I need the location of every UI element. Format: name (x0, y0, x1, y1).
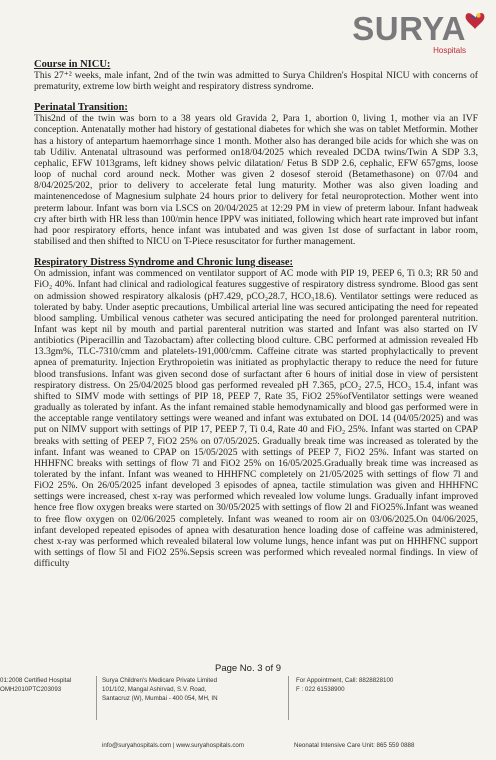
footer-email-website: info@suryahospitals.com | www.suryahospitals.com (102, 742, 245, 749)
section-heading: Course in NICU: (34, 59, 111, 70)
footer (0, 676, 496, 760)
footer-nicu-phone: Neonatal Intensive Care Unit: 865 559 0888 (294, 742, 415, 749)
section-respiratory-distress (34, 257, 478, 569)
section-perinatal-transition (34, 102, 478, 247)
section-course-in-nicu (34, 59, 478, 92)
document-body (34, 56, 478, 569)
logo-subtitle: Hospitals (433, 46, 466, 55)
page-number: Page No. 3 of 9 (214, 663, 282, 674)
section-paragraph: On admission, infant was commenced on ventilator support of AC mode with PIP 19, PEEP 6, Ti 0.3; RR 50 and FiO₂ 40%. Infant had clinical and radiological features suggestive of respiratory distress syndrome. Blood gas sent on admission showed respiratory alkalosis (pH7.429, pCO₂28.7, HCO₃18.6). Ventilator settings were reduced as tolerated by baby. Under aseptic precautions, Umbilical arterial line was secured anticipating the need for repeated blood sampling. Umbilical venous catheter was secured anticipating the need for prolonged parenteral nutrition. Infant was kept nil by mouth and partial parenteral nutrition was started and Infant was also started on IV antibiotics (Piperacillin and Tazobactam) after collecting blood culture. CBC performed at admission revealed Hb 13.3gm%, TLC-7310/cmm and platelets-191,000/cmm. Caffeine citrate was started prophylactically to prevent apnea of prematurity. Injection Erythropoietin was initiated as prophylactic therapy to reduce the need for future blood transfusions. Infant was given second dose of surfactant after 6 hours of initial dose in view of persistent respiratory distress. On 25/04/2025 blood gas performed revealed pH 7.365, pCO₂ 27.5, HCO₃ 15.4, infant was shifted to SIMV mode with settings of PIP 18, PEEP 7, Rate 35, FiO2 25%ofVentilator settings were weaned gradually as tolerated by infant. As the infant remained stable hemodynamically and blood gas performed were in the acceptable range ventilatory settings were weaned and infant was extubated on DOL 14 (04/05/2025) and was put on NIMV support with settings of PIP 17, PEEP 7, Ti 0.4, Rate 40 and FiO₂ 25%. Infant was started on CPAP breaks with setting of PEEP 7, FiO2 25% on 07/05/2025. Gradually break time was increased as tolerated by the infant. Infant was weaned to CPAP on 15/05/2025 with settings of PEEP 7, FiO2 25%. Infant was started on HHHFNC breaks with settings of flow 7l and FiO2 25% on 16/05/2025.Gradually break time was increased as tolerated by the infant. Infant was weaned to HHHFNC completely on 21/05/2025 with settings of flow 7l and FiO2 25%. On 26/05/2025 infant developed 3 episodes of apnea, tactile stimulation was given and HHHFNC settings were increased, chest x-ray was performed which revealed low volume lungs. Gradually infant improved hence free flow oxygen breaks were started on 30/05/2025 with settings of flow 2l and FiO25%.Infant was weaned to free flow oxygen on 02/06/2025 completely. Infant was weaned to room air on 03/06/2025.On 04/06/2025, infant developed repeated episodes of apnea with desaturation hence loading dose of caffeine was administered, chest x-ray was performed which revealed bilateral low volume lungs, hence infant was put on HHHFNC support with settings of flow 5l and FiO2 25%.Sepsis screen was performed which revealed normal findings. In view of difficulty (34, 268, 478, 570)
footer-contact: For Appointment, Call: 8828828100 F : 022 61538900 (296, 677, 394, 693)
logo-heart-icon (464, 8, 486, 34)
surya-logo (354, 8, 486, 58)
section-heading: Respiratory Distress Syndrome and Chronic lung disease: (34, 257, 294, 269)
section-heading: Perinatal Transition: (34, 102, 128, 114)
section-paragraph: This 27⁺² weeks, male infant, 2nd of the twin was admitted to Surya Children's Hospital NICU with concerns of prematurity, extreme low birth weight and respiratory distress syndrome. (34, 70, 478, 93)
footer-certification: 01:2008 Certified Hospital OMH2010PTC203093 (0, 677, 72, 693)
section-paragraph: This2nd of the twin was born to a 38 years old Gravida 2, Para 1, abortion 0, living 1, mother via an IVF conception. Antenatally mother had history of gestational diabetes for which she was on tablet Metformin. Mother has a history of antepartum haemorrhage since 1 month. Mother also has deranged bile acids for which she was on tab Udiliv. Antenatal ultrasound was performed on18/04/2025 which revealed DCDA twins/Twin A SDP 3.3, cephalic, EFW 1013grams, left kidney shows pelvic dilatation/ Fetus B SDP 2.6, cephalic, EFW 657gms, loose loop of nuchal cord around neck. Mother was given 2 dosesof steroid (Betamethasone) on 07/04 and 8/04/2025/202, prior to delivery to accelerate fetal lung maturity. Mother was also given loading and maintenencedose of Magnesium sulphate 24 hours prior to delivery for fetal neuroprotection. Mother went into preterm labour. Infant was born via LSCS on 20/04/2025 at 12:29 PM in view of preterm labour. Infant hadweak cry after birth with HR less than 100/min hence IPPV was initiated, following which heart rate improved but infant had poor respiratory efforts, hence infant was intubated and was given 1st dose of surfactant in labor room, stabilised and then shifted to NICU on T-Piece resuscitator for further management. (34, 113, 478, 248)
logo-wordmark: SURYA (352, 10, 466, 47)
footer-address: Surya Children's Medicare Private Limited 101/102, Mangal Ashirvad, S.V. Road, Santacruz (W), Mumbai - 400 054, MH, IN (102, 677, 218, 702)
